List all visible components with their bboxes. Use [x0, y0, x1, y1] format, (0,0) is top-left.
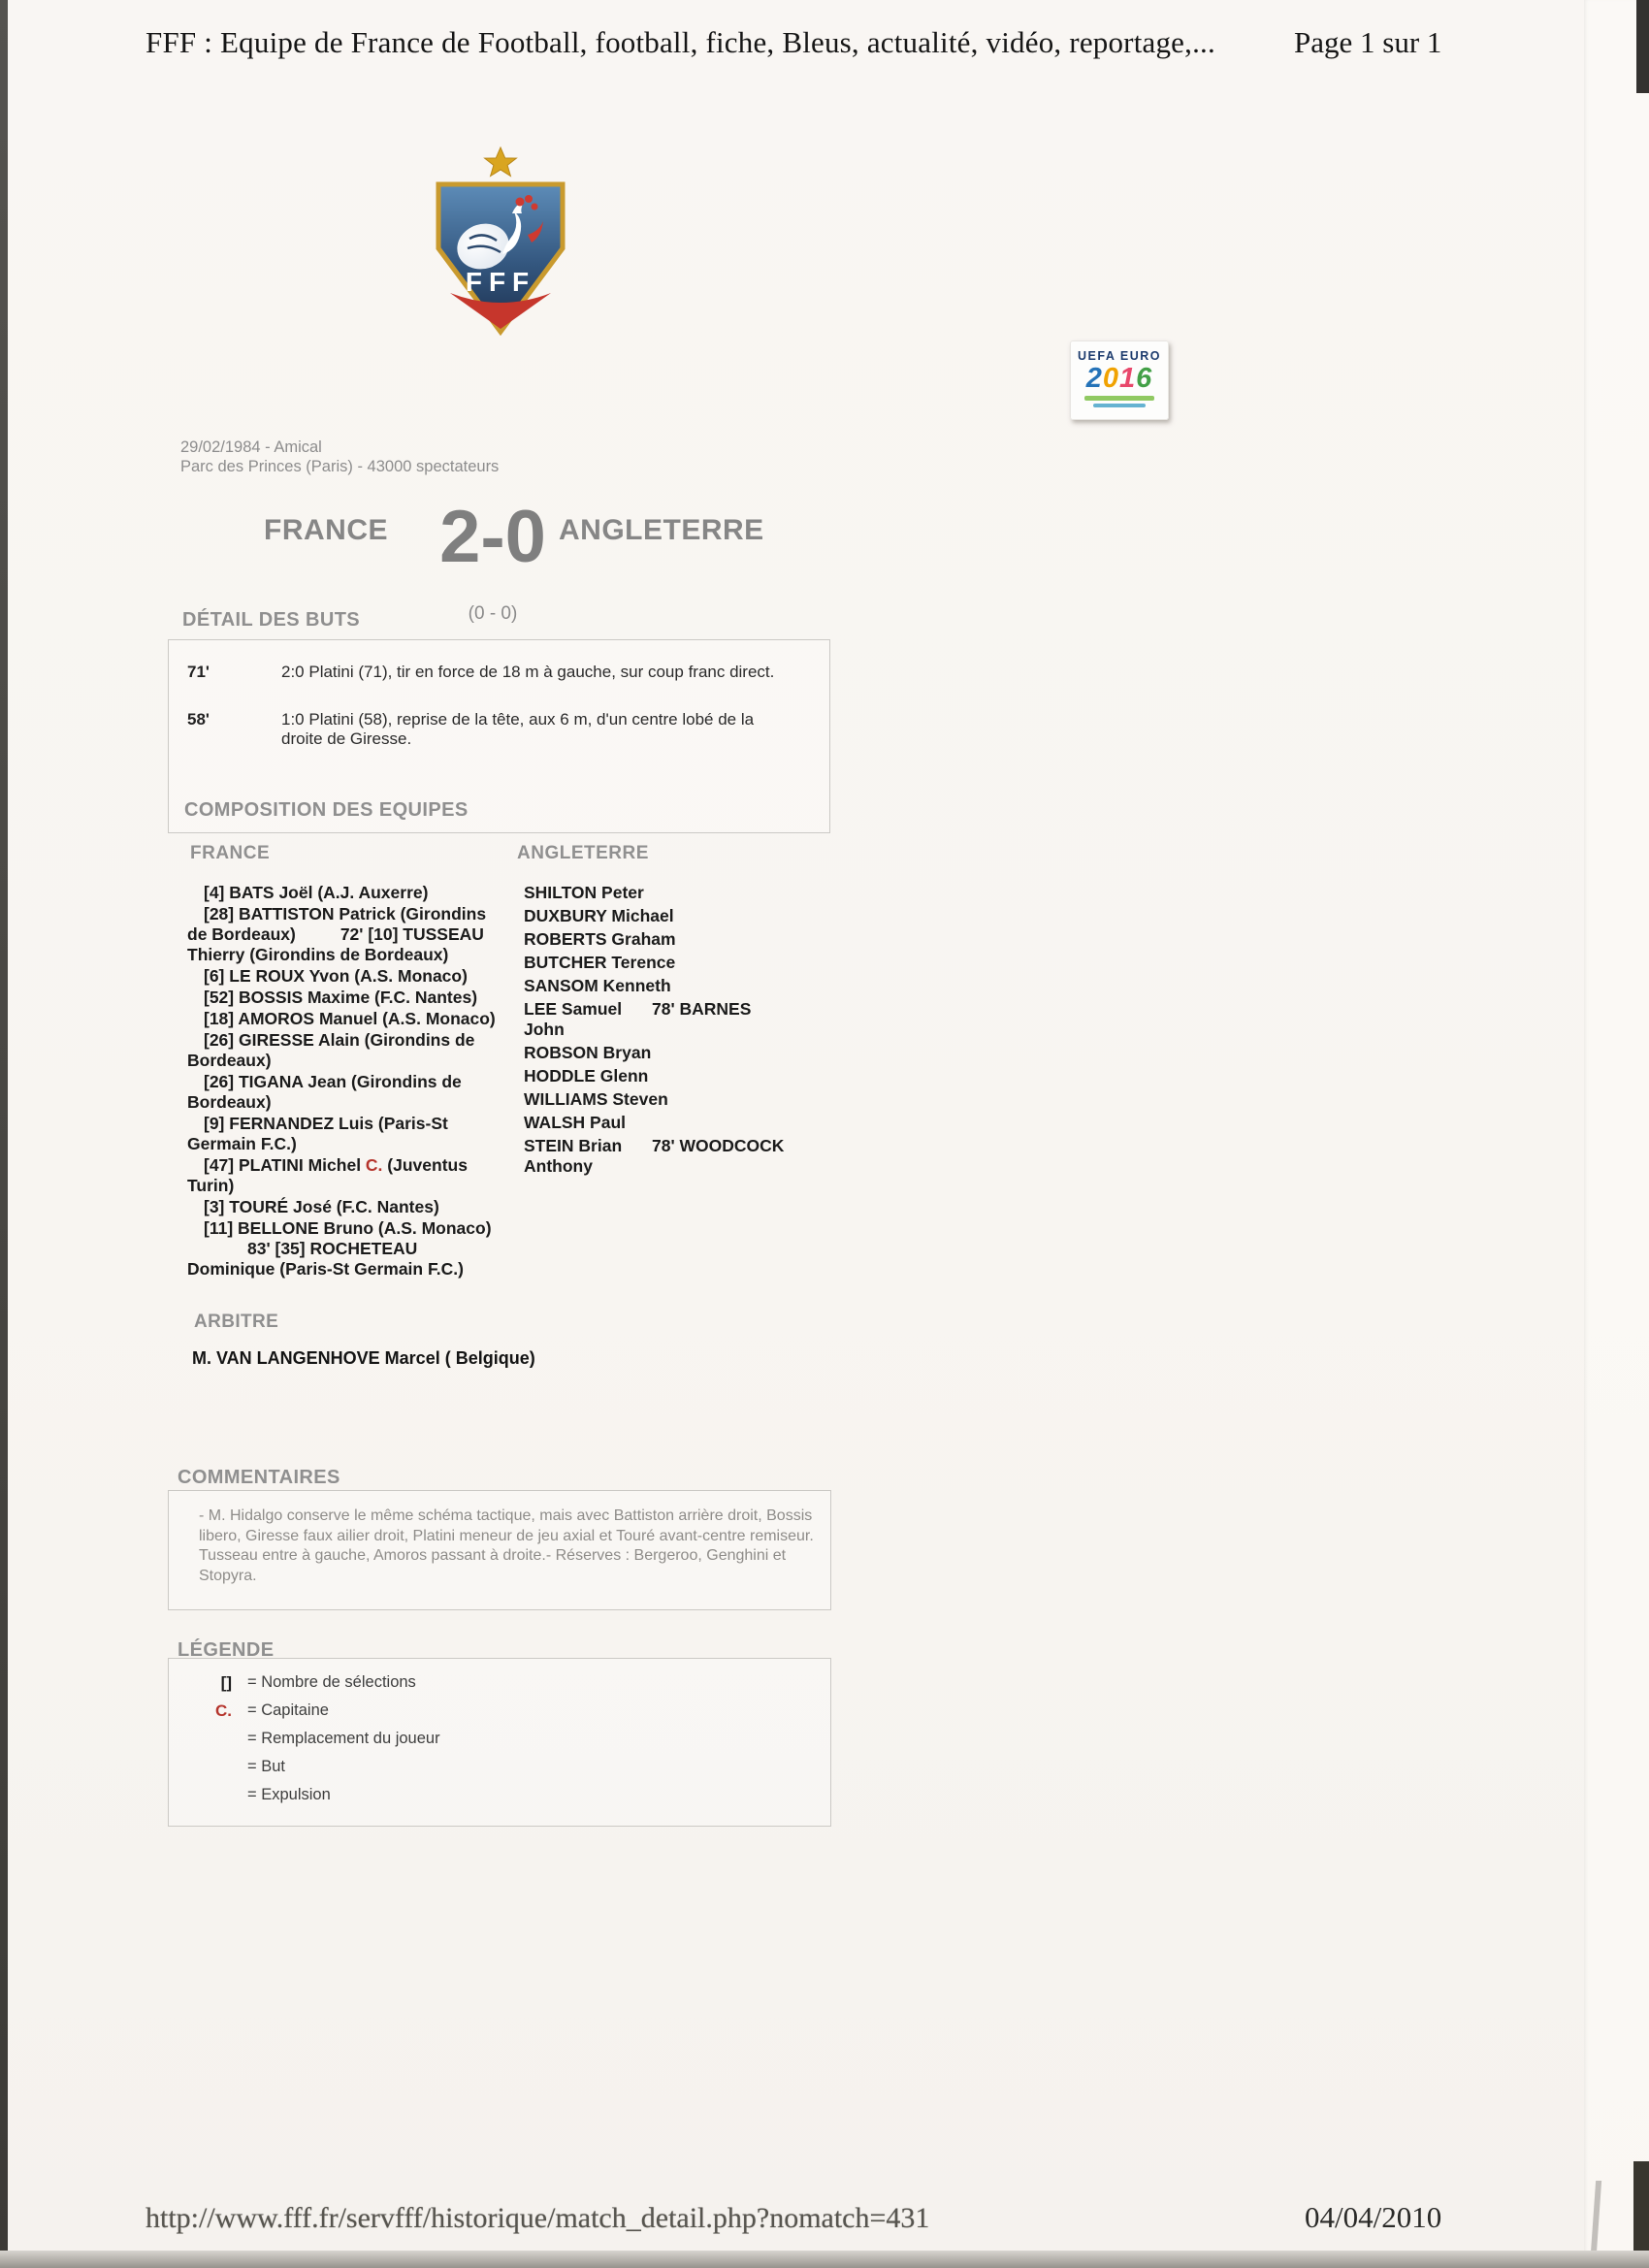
legend-symbol: []	[220, 1673, 232, 1692]
player-text: (Juventus Turin)	[187, 1155, 468, 1195]
player-text: SANSOM Kenneth	[524, 976, 671, 995]
goal-description: 2:0 Platini (71), tir en force de 18 m à gauche, sur coup franc direct.	[281, 663, 775, 681]
fff-crest-logo	[419, 146, 582, 336]
player-text: [26] GIRESSE Alain (Girondins de Bordeaux)	[187, 1030, 475, 1070]
player-text: WILLIAMS Steven	[524, 1089, 668, 1109]
fff-letters: FFF	[465, 267, 536, 297]
legend-box	[168, 1658, 831, 1827]
goals-section-heading: DÉTAIL DES BUTS	[182, 609, 361, 631]
comments-text: - M. Hidalgo conserve le même schéma tactique, mais avec Battiston arrière droit, Bossis libero, Giresse faux ailier droit, Platini meneur de jeu axial et Touré avant-centre remiseur. Tusseau entre à gauche, Amoros passant à droite.- Réserves : Bergeroo, Genghini et Stopyra.	[199, 1507, 814, 1584]
match-date-type: 29/02/1984 - Amical	[180, 438, 322, 456]
print-header-page-number: Page 1 sur 1	[1294, 25, 1442, 59]
player-entry	[524, 1113, 791, 1133]
euro-year-digit: 0	[1102, 363, 1119, 394]
player-entry	[187, 904, 507, 965]
player-entry	[524, 953, 791, 973]
euro-badge-title: UEFA EURO	[1078, 349, 1161, 363]
legend-row	[169, 1786, 830, 1814]
player-text: 72' [10] TUSSEAU Thierry (Girondins de Bordeaux)	[187, 924, 484, 964]
legend-label: = Nombre de sélections	[247, 1673, 416, 1691]
legend-label: = Expulsion	[247, 1786, 331, 1803]
legend-row	[169, 1701, 830, 1730]
player-entry	[524, 1089, 791, 1110]
player-text: [47] PLATINI Michel	[204, 1155, 366, 1175]
scan-edge-left	[0, 0, 8, 2268]
match-meta	[180, 437, 499, 476]
player-text: [4] BATS Joël (A.J. Auxerre)	[204, 883, 429, 902]
player-entry	[187, 988, 507, 1008]
legend-row	[169, 1758, 830, 1786]
player-entry	[524, 976, 791, 996]
player-entry	[187, 883, 507, 903]
player-text: [11] BELLONE Bruno (A.S. Monaco)	[204, 1218, 492, 1238]
home-team-name: FRANCE	[264, 514, 388, 546]
euro-badge-year	[1070, 364, 1169, 393]
euro-badge-subline	[1093, 404, 1146, 407]
euro-badge-slogan-line	[1084, 396, 1154, 401]
captain-mark: C.	[365, 1155, 383, 1175]
player-text: 83' [35] ROCHETEAU Dominique (Paris-St Germain F.C.)	[187, 1239, 464, 1279]
england-roster-list	[524, 883, 791, 1180]
player-entry	[524, 1066, 791, 1086]
england-roster-label: ANGLETERRE	[517, 843, 649, 863]
final-score: 2-0	[439, 496, 546, 578]
player-text: SHILTON Peter	[524, 883, 644, 902]
legend-rows	[169, 1659, 830, 1814]
legend-section-heading: LÉGENDE	[178, 1639, 275, 1661]
comments-section-heading: COMMENTAIRES	[178, 1467, 340, 1488]
goal-entry	[169, 663, 829, 682]
player-text: HODDLE Glenn	[524, 1066, 649, 1085]
scan-paper-margin	[1584, 0, 1649, 2268]
player-text: [18] AMOROS Manuel (A.S. Monaco)	[204, 1009, 496, 1028]
player-entry	[524, 883, 791, 903]
player-text: DUXBURY Michael	[524, 906, 674, 925]
print-footer-url: http://www.fff.fr/servfff/historique/match_detail.php?nomatch=431	[146, 2202, 930, 2234]
player-text: [28] BATTISTON Patrick (Girondins de Bordeaux)	[187, 904, 487, 944]
print-header-title: FFF : Equipe de France de Football, football, fiche, Bleus, actualité, vidéo, reportage,...	[146, 25, 1215, 59]
player-text: BUTCHER Terence	[524, 953, 676, 972]
goal-description: 1:0 Platini (58), reprise de la tête, aux 6 m, d'un centre lobé de la droite de Giresse.	[281, 710, 755, 748]
away-team-name: ANGLETERRE	[559, 514, 764, 546]
player-entry	[524, 1136, 791, 1177]
legend-row	[169, 1730, 830, 1758]
fff-crest-svg	[419, 146, 582, 336]
player-text: 78' WOODCOCK Anthony	[524, 1136, 785, 1176]
player-text: LEE Samuel	[524, 999, 623, 1019]
player-text: [9] FERNANDEZ Luis (Paris-St Germain F.C.)	[187, 1114, 448, 1153]
player-text: STEIN Brian	[524, 1136, 623, 1155]
player-entry	[524, 906, 791, 926]
print-footer-date: 04/04/2010	[1305, 2200, 1442, 2234]
player-text: ROBSON Bryan	[524, 1043, 652, 1062]
legend-label: = Remplacement du joueur	[247, 1730, 440, 1747]
player-text: ROBERTS Graham	[524, 929, 676, 949]
scan-edge-bottom	[0, 2251, 1649, 2268]
player-text: 78' BARNES John	[524, 999, 752, 1039]
player-entry	[187, 1009, 507, 1029]
halftime-score: (0 - 0)	[468, 603, 518, 624]
referee-section-heading: ARBITRE	[194, 1312, 279, 1332]
euro-year-digit: 6	[1136, 363, 1153, 394]
player-entry	[187, 1030, 507, 1071]
player-entry	[524, 929, 791, 950]
goal-minute: 58'	[187, 710, 210, 729]
player-text: [52] BOSSIS Maxime (F.C. Nantes)	[204, 988, 478, 1007]
player-text: [26] TIGANA Jean (Girondins de Bordeaux)	[187, 1072, 462, 1112]
comments-box	[168, 1490, 831, 1610]
legend-row	[169, 1673, 830, 1701]
goal-entry	[169, 710, 829, 748]
player-entry	[187, 1218, 507, 1280]
player-entry	[524, 1043, 791, 1063]
france-roster-label: FRANCE	[190, 843, 271, 863]
legend-label: = But	[247, 1758, 285, 1775]
legend-label: = Capitaine	[247, 1701, 329, 1719]
player-text: [3] TOURÉ José (F.C. Nantes)	[204, 1197, 439, 1216]
player-entry	[524, 999, 791, 1040]
scan-edge-right-top	[1636, 0, 1649, 93]
player-entry	[187, 1197, 507, 1217]
player-entry	[187, 1114, 507, 1154]
euro-year-digit: 1	[1119, 363, 1137, 394]
legend-symbol: C.	[215, 1701, 232, 1720]
uefa-euro-2016-badge	[1070, 340, 1169, 420]
france-roster-list	[187, 883, 507, 1280]
euro-year-digit: 2	[1085, 363, 1103, 394]
player-entry	[187, 1072, 507, 1113]
player-entry	[187, 1155, 507, 1196]
gold-star-icon	[485, 147, 517, 177]
referee-name: M. VAN LANGENHOVE Marcel ( Belgique)	[192, 1348, 535, 1368]
player-text: [6] LE ROUX Yvon (A.S. Monaco)	[204, 966, 468, 986]
player-text: WALSH Paul	[524, 1113, 627, 1132]
goal-minute: 71'	[187, 663, 210, 681]
composition-section-heading: COMPOSITION DES EQUIPES	[184, 799, 469, 821]
match-venue-attendance: Parc des Princes (Paris) - 43000 spectateurs	[180, 458, 500, 475]
player-entry	[187, 966, 507, 987]
